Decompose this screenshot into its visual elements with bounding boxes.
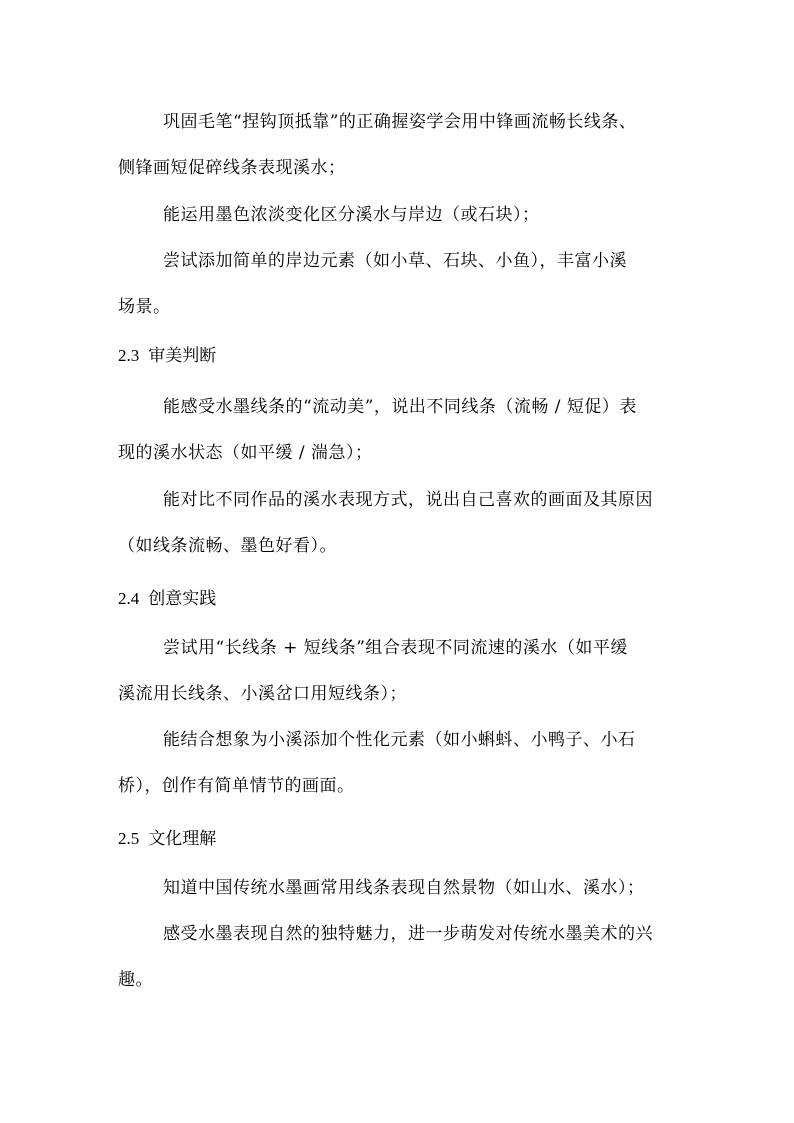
paragraph-line: 场景。 (118, 297, 171, 317)
paragraph-line: 桥），创作有简单情节的画面。 (118, 776, 355, 796)
paragraph-line: 知道中国传统水墨画常用线条表现自然景物（如山水、溪水）； (163, 878, 645, 898)
section-heading-2-4 (118, 588, 216, 610)
section-heading-2-3 (118, 345, 216, 367)
paragraph-line: 能感受水墨线条的“流动美”，说出不同线条（流畅 / 短促）表 (163, 397, 637, 417)
section-title: 创意实践 (148, 589, 217, 609)
section-title: 审美判断 (148, 346, 217, 366)
paragraph-line: 趣。 (118, 970, 153, 990)
section-number: 2.3 (118, 346, 140, 365)
paragraph-line: 现的溪水状态（如平缓 / 湍急）； (118, 443, 373, 463)
paragraph-line: （如线条流畅、墨色好看）。 (118, 536, 337, 556)
paragraph-line: 能对比不同作品的溪水表现方式，说出自己喜欢的画面及其原因 (163, 490, 653, 510)
section-heading-2-5 (118, 828, 216, 850)
paragraph-line: 溪流用长线条、小溪岔口用短线条）； (118, 684, 407, 704)
section-number: 2.4 (118, 589, 140, 608)
paragraph-line: 尝试添加简单的岸边元素（如小草、石块、小鱼），丰富小溪 (163, 251, 627, 271)
section-number: 2.5 (118, 829, 140, 848)
section-title: 文化理解 (148, 829, 217, 849)
paragraph-line: 能结合想象为小溪添加个性化元素（如小蝌蚪、小鸭子、小石 (163, 730, 636, 750)
paragraph-line: 尝试用“长线条 + 短线条”组合表现不同流速的溪水（如平缓 (163, 638, 628, 658)
paragraph-line: 巩固毛笔“捏钩顶抵靠”的正确握姿学会用中锋画流畅长线条、 (163, 112, 637, 132)
paragraph-line: 感受水墨表现自然的独特魅力，进一步萌发对传统水墨美术的兴 (163, 924, 653, 944)
paragraph-line: 侧锋画短促碎线条表现溪水； (118, 158, 346, 178)
paragraph-line: 能运用墨色浓淡变化区分溪水与岸边（或石块）； (163, 205, 540, 225)
